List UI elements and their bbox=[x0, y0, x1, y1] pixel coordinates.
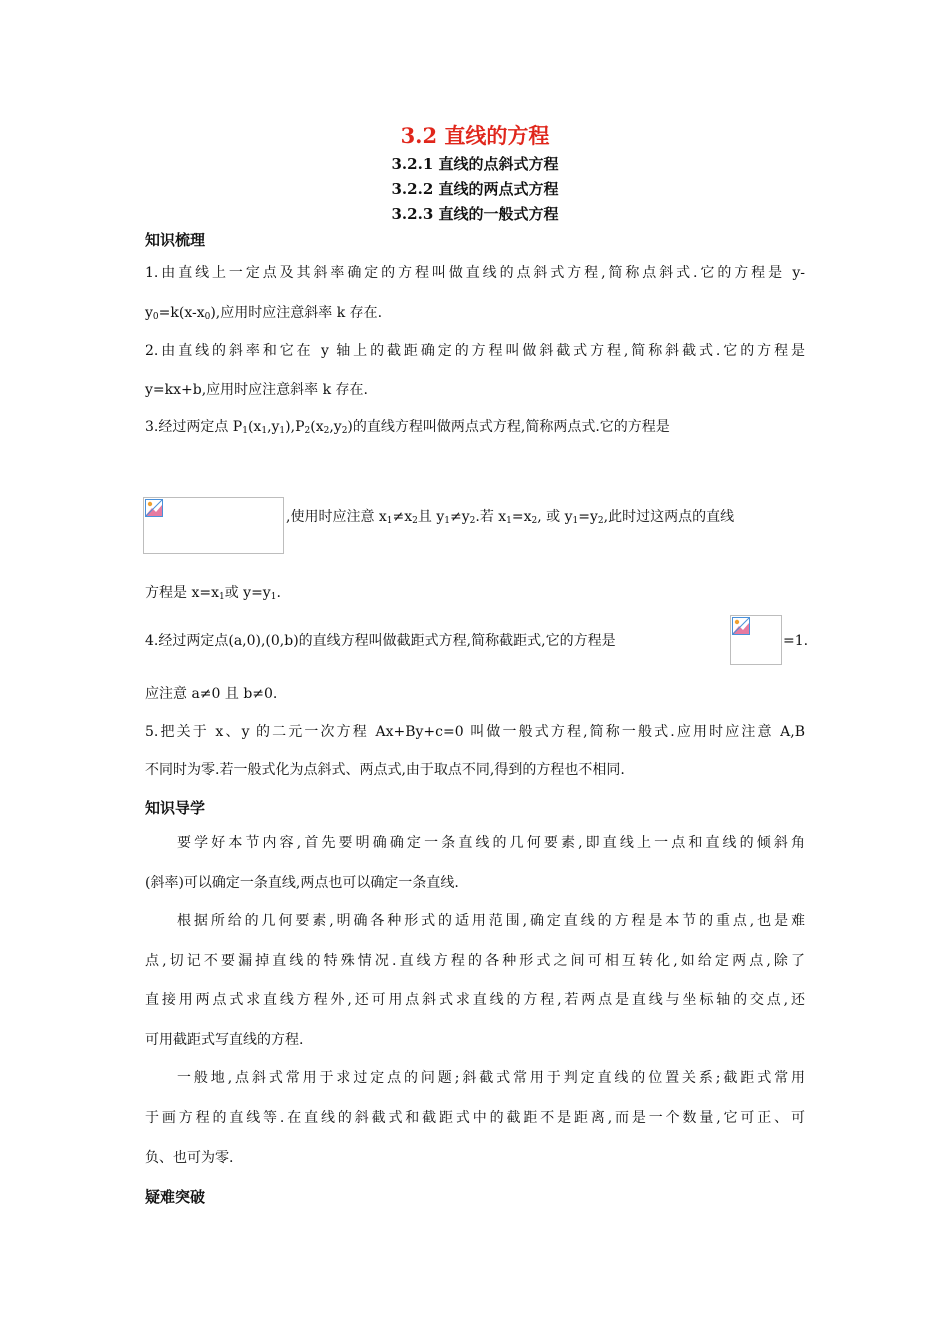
item-4-line-1: 4.经过两定点(a,0),(0,b)的直线方程叫做截距式方程,简称截距式,它的方程是 bbox=[145, 633, 616, 649]
item-4-line-2: 应注意 a≠0 且 b≠0. bbox=[145, 686, 278, 702]
guide-line-6: 可用截距式写直线的方程. bbox=[145, 1032, 304, 1048]
broken-image-icon bbox=[145, 499, 163, 517]
item-2-line-1: 2.由直线的斜率和它在 y 轴上的截距确定的方程叫做斜截式方程,简称斜截式.它的方程是 bbox=[145, 343, 805, 359]
item-5-line-2: 不同时为零.若一般式化为点斜式、两点式,由于取点不同,得到的方程也不相同. bbox=[145, 762, 625, 778]
subtitle-3: 3.2.3 直线的一般式方程 bbox=[391, 205, 559, 223]
guide-line-1: 要学好本节内容,首先要明确确定一条直线的几何要素,即直线上一点和直线的倾斜角 bbox=[177, 835, 805, 851]
guide-line-9: 负、也可为零. bbox=[145, 1150, 234, 1166]
guide-line-4: 点,切记不要漏掉直线的特殊情况.直线方程的各种形式之间可相互转化,如给定两点,除了 bbox=[145, 953, 805, 969]
section-heading-difficulties: 疑难突破 bbox=[145, 1188, 206, 1206]
guide-line-2: (斜率)可以确定一条直线,两点也可以确定一条直线. bbox=[145, 875, 459, 891]
item-1-line-1: 1.由直线上一定点及其斜率确定的方程叫做直线的点斜式方程,简称点斜式.它的方程是 y- bbox=[145, 265, 805, 281]
item-3-line-1: 3.经过两定点 $P_1(x_1,y_1),P_2(x_2,y_2)$的直线方程叫做两点式方程,简称两点式.它的方程是 bbox=[145, 419, 670, 436]
broken-image-icon bbox=[732, 617, 750, 635]
item-4-line-1-end: =1. bbox=[783, 633, 809, 649]
item-1-line-2: $y_0=k(x-x_0)$,应用时应注意斜率 k 存在. bbox=[145, 305, 383, 322]
subtitle-2: 3.2.2 直线的两点式方程 bbox=[391, 180, 559, 198]
item-3-line-3: 方程是 $x=x_1$或 $y=y_1$. bbox=[145, 585, 281, 602]
guide-line-5: 直接用两点式求直线方程外,还可用点斜式求直线的方程,若两点是直线与坐标轴的交点,还 bbox=[145, 992, 805, 1008]
two-point-formula-image bbox=[143, 497, 284, 554]
guide-line-7: 一般地,点斜式常用于求过定点的问题;斜截式常用于判定直线的位置关系;截距式常用 bbox=[177, 1070, 805, 1086]
guide-line-8: 于画方程的直线等.在直线的斜截式和截距式中的截距不是距离,而是一个数量,它可正、可 bbox=[145, 1110, 805, 1126]
item-5-line-1: 5.把关于 x、y 的二元一次方程 Ax+By+c=0 叫做一般式方程,简称一般式.应用时应注意 A,B bbox=[145, 724, 805, 740]
item-3-line-2: ,使用时应注意 $x_1\ne x_2$且 $y_1\ne y_2$.若 $x_1=x_2$, 或 $y_1=y_2$,此时过这两点的直线 bbox=[286, 509, 735, 526]
section-heading-summary: 知识梳理 bbox=[145, 231, 206, 249]
guide-line-3: 根据所给的几何要素,明确各种形式的适用范围,确定直线的方程是本节的重点,也是难 bbox=[177, 913, 805, 929]
subtitle-1: 3.2.1 直线的点斜式方程 bbox=[391, 155, 559, 173]
page-title: 3.2 直线的方程 bbox=[400, 123, 550, 148]
section-heading-guide: 知识导学 bbox=[145, 799, 206, 817]
item-2-line-2: y=kx+b,应用时应注意斜率 k 存在. bbox=[145, 382, 368, 398]
intercept-formula-image bbox=[730, 615, 782, 665]
